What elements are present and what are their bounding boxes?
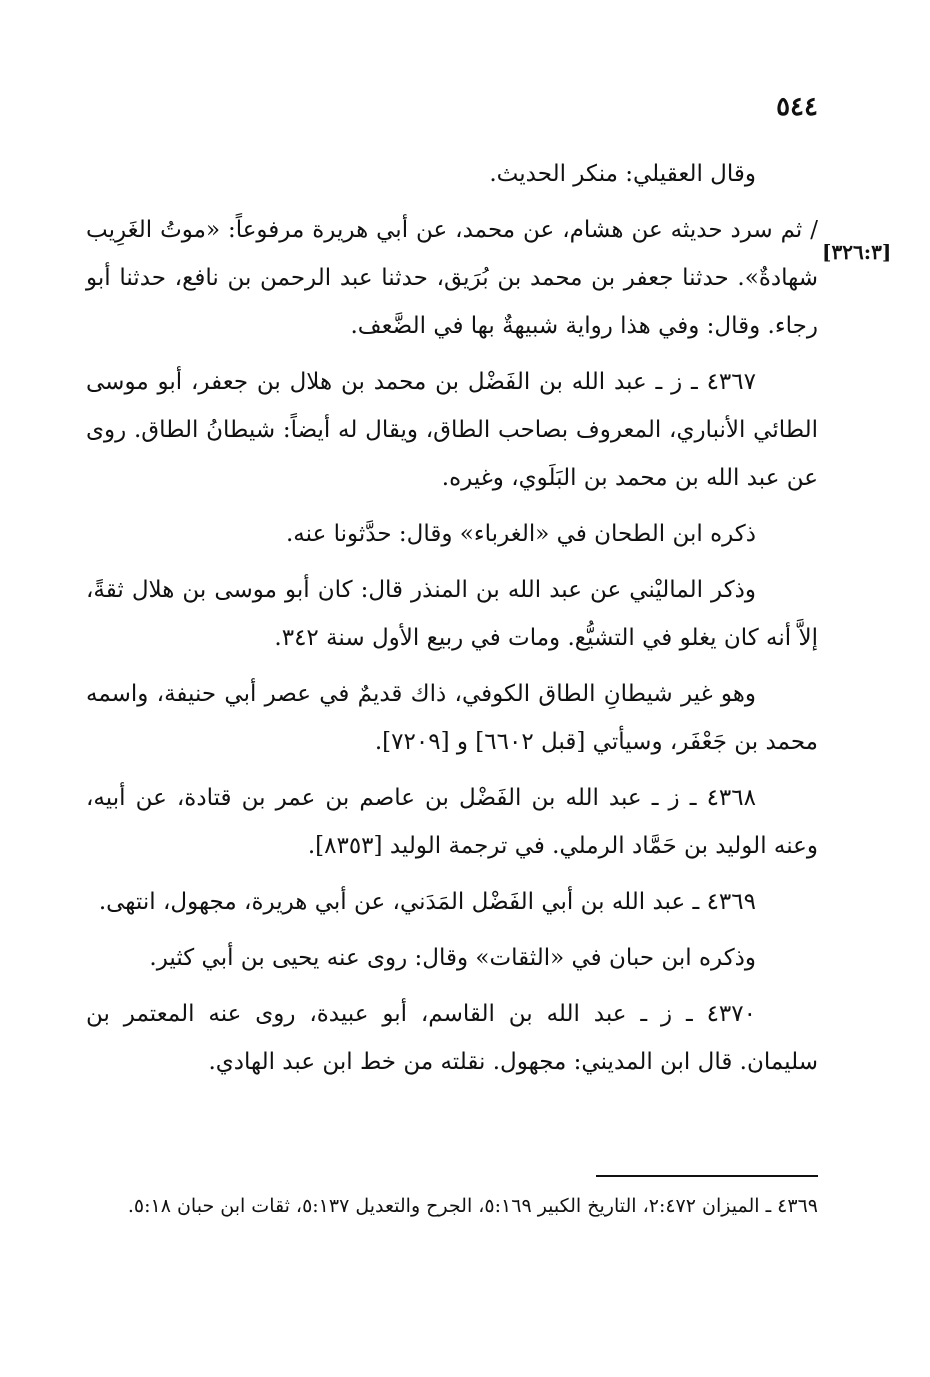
- page-number: ٥٤٤: [776, 92, 818, 122]
- paragraph-malini: وذكر الماليْني عن عبد الله بن المنذر قال: كان أبو موسى بن هلال ثقةً، إلاَّ أنه كان يغلو في التشيُّع. ومات في ربيع الأول سنة ٣٤٢.: [86, 577, 818, 651]
- entry-4368: ٤٣٦٨ ـ ز ـ عبد الله بن الفَضْل بن عاصم بن عمر بن قتادة، عن أبيه، وعنه الوليد بن حَمَّاد الرملي. في ترجمة الوليد [٨٣٥٣].: [86, 785, 818, 859]
- paragraph-ibn-hibban: وذكره ابن حبان في «الثقات» وقال: روى عنه يحيى بن أبي كثير.: [149, 945, 756, 971]
- paragraph-hadith: / ثم سرد حديثه عن هشام، عن محمد، عن أبي هريرة مرفوعاً: «موتُ الغَرِيب شهادةٌ». حدثنا جعفر بن محمد بن بُرَيق، حدثنا عبد الرحمن بن نافع، حدثنا أبو رجاء. وقال: وفي هذا رواية شبيهةٌ بها في الضَّعف.: [86, 217, 818, 339]
- paragraph-ibn-tahhan: ذكره ابن الطحان في «الغرباء» وقال: حدَّثونا عنه.: [286, 521, 756, 547]
- footnote-divider: [596, 1175, 818, 1177]
- paragraph-aqili: وقال العقيلي: منكر الحديث.: [489, 161, 756, 187]
- entry-4370: ٤٣٧٠ ـ ز ـ عبد الله بن القاسم، أبو عبيدة، روى عنه المعتمر بن سليمان. قال ابن المديني: مجهول. نقلته من خط ابن عبد الهادي.: [86, 1001, 818, 1075]
- main-text: [86, 150, 818, 1094]
- entry-4369: ٤٣٦٩ ـ عبد الله بن أبي الفَضْل المَدَني، عن أبي هريرة، مجهول، انتهى.: [98, 889, 756, 915]
- entry-4367: ٤٣٦٧ ـ ز ـ عبد الله بن الفَضْل بن محمد بن هلال بن جعفر، أبو موسى الطائي الأنباري، المعروف بصاحب الطاق، ويقال له أيضاً: شيطانُ الطاق. روى عن عبد الله بن محمد بن البَلَوي، وغيره.: [86, 369, 818, 491]
- footnote: ٤٣٦٩ ـ الميزان ٢:٤٧٢، التاريخ الكبير ٥:١٦٩، الجرح والتعديل ٥:١٣٧، ثقات ابن حبان ٥:١٨.: [127, 1195, 818, 1217]
- paragraph-shaytan-taq: وهو غير شيطانِ الطاق الكوفي، ذاك قديمٌ في عصر أبي حنيفة، واسمه محمد بن جَعْفَر، وسيأتي [قبل ٦٦٠٢] و [٧٢٠٩].: [86, 681, 818, 755]
- margin-reference: [٣٢٦:٣]: [822, 240, 892, 264]
